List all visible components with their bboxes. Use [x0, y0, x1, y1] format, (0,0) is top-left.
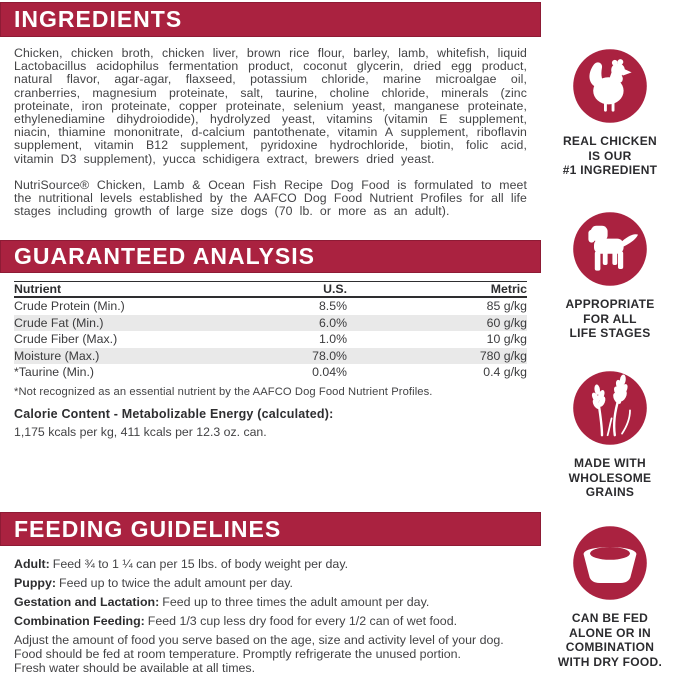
feeding-note: Fresh water should be available at all times. [14, 661, 256, 675]
feeding-entry-puppy [14, 576, 527, 590]
table-row [14, 331, 527, 348]
feeding-entry-text: Feed up to three times the adult amount per day. [162, 595, 430, 609]
cell-metric: 10 g/kg [486, 332, 527, 347]
feeding-entry-label: Combination Feeding: [14, 614, 145, 628]
feeding-entry-adult [14, 557, 527, 571]
badge-caption-line: GRAINS [585, 485, 635, 499]
guaranteed-analysis-section [0, 240, 541, 439]
cell-us: 1.0% [318, 332, 347, 347]
feeding-guidelines-title: FEEDING GUIDELINES [14, 515, 282, 542]
table-row [14, 348, 527, 365]
cell-us: 8.5% [318, 299, 347, 314]
badge-caption-line: WITH DRY FOOD. [557, 654, 663, 669]
cell-nutrient: Crude Protein (Min.) [14, 299, 125, 314]
badge-caption [569, 456, 652, 500]
badge-caption-line: ALONE OR IN [569, 625, 651, 640]
cell-metric: 60 g/kg [486, 315, 527, 330]
badge-combination-feeding [541, 523, 679, 669]
ingredients-list: Chicken, chicken broth, chicken liver, brown rice flour, barley, lamb, whitefish, liquid Lactobacillus acidophilus fermentation product, coconut glycerin, dried egg product, natural flavor, agar-agar, flaxseed, potassium chloride, marine microalgae oil, cranberries, magnesium proteinate, salt, taurine, choline chloride, minerals (zinc proteinate, iron proteinate, copper proteinate, selenium yeast, manganese proteinate, ethylenediamine dihydroiodide), hydrolyzed yeast, vitamins (vitamin E supplement, niacin, thiamine mononitrate, d-calcium pantothenate, vitamin A supplement, riboflavin supplement, vitamin B12 supplement, pyridoxine hydrochloride, biotin, folic acid, vitamin D3 supplement), yucca schidigera extract, brewers dried yeast. [14, 46, 527, 166]
badge-real-chicken [541, 46, 679, 178]
cell-nutrient: Crude Fiber (Max.) [14, 332, 118, 347]
feeding-entry-gestation [14, 595, 527, 609]
table-row [14, 298, 527, 315]
col-header-us: U.S. [323, 282, 347, 296]
guaranteed-analysis-header-bar [0, 240, 541, 273]
feeding-guidelines-header-bar [0, 512, 541, 546]
badge-caption [558, 611, 662, 669]
cell-nutrient: Moisture (Max.) [14, 348, 100, 363]
col-header-metric: Metric [490, 282, 527, 296]
calorie-content-heading: Calorie Content - Metabolizable Energy (calculated): [14, 406, 334, 421]
cell-us: 78.0% [312, 348, 347, 363]
feeding-entries [0, 557, 541, 675]
ingredients-header-bar [0, 2, 541, 37]
ingredients-section [0, 2, 541, 218]
col-header-nutrient: Nutrient [14, 282, 62, 296]
badge-caption-line: WHOLESOME [568, 470, 652, 485]
feeding-entry-label: Adult: [14, 557, 50, 571]
feeding-entry-text: Feed ¾ to 1 ¼ can per 15 lbs. of body weight per day. [52, 557, 349, 571]
badge-caption-line: IS OUR [588, 148, 632, 163]
badge-caption-line: APPROPRIATE [565, 297, 655, 311]
feeding-entry-label: Gestation and Lactation: [14, 595, 160, 609]
badge-caption [563, 134, 658, 178]
badge-wholesome-grains [541, 368, 679, 500]
feeding-notes [14, 633, 527, 675]
guaranteed-analysis-title: GUARANTEED ANALYSIS [14, 243, 315, 269]
feeding-entry-text: Feed 1/3 cup less dry food for every 1/2 can of wet food. [147, 614, 458, 628]
wheat-icon [570, 368, 650, 448]
cell-nutrient: Crude Fat (Min.) [14, 315, 104, 330]
taurine-footnote: *Not recognized as an essential nutrient by the AAFCO Dog Food Nutrient Profiles. [14, 385, 433, 398]
feeding-guidelines-section [0, 512, 541, 675]
badge-caption-line: REAL CHICKEN [562, 134, 658, 148]
calorie-content-value: 1,175 kcals per kg, 411 kcals per 12.3 oz. can. [14, 424, 267, 439]
cell-nutrient: *Taurine (Min.) [14, 365, 94, 380]
badge-caption-line: CAN BE FED [571, 611, 649, 625]
cell-metric: 85 g/kg [486, 299, 527, 314]
dog-bowl-icon [570, 523, 650, 603]
chicken-icon [570, 46, 650, 126]
guaranteed-analysis-table [14, 281, 527, 381]
badge-caption-line: #1 INGREDIENT [562, 163, 658, 177]
table-row [14, 315, 527, 332]
badge-caption-line: MADE WITH [573, 456, 646, 470]
cell-metric: 0.4 g/kg [483, 365, 527, 380]
aafco-statement: NutriSource® Chicken, Lamb & Ocean Fish Recipe Dog Food is formulated to meet the nutritional levels established by the AAFCO Dog Food Nutrient Profiles for all life stages including growth of large size dogs (70 lb. or more as an adult). [14, 177, 527, 219]
feeding-entry-label: Puppy: [14, 576, 56, 590]
badge-caption-line: LIFE STAGES [569, 326, 651, 340]
feeding-entry-text: Feed up to twice the adult amount per day. [59, 576, 293, 590]
cell-us: 0.04% [312, 365, 347, 380]
cell-us: 6.0% [318, 315, 347, 330]
feeding-entry-combination [14, 614, 527, 628]
badge-caption-line: COMBINATION [565, 640, 655, 654]
puppy-icon [570, 209, 650, 289]
badge-caption [565, 297, 654, 341]
table-row [14, 364, 527, 381]
table-header-row [14, 281, 527, 298]
feeding-note: Adjust the amount of food you serve based on the age, size and activity level of your dog. [14, 633, 504, 647]
feature-badges-sidebar [541, 0, 679, 670]
cell-metric: 780 g/kg [479, 348, 527, 363]
ingredients-title: INGREDIENTS [14, 6, 183, 32]
feeding-note: Food should be fed at room temperature. Promptly refrigerate the unused portion. [14, 647, 462, 661]
badge-all-life-stages [541, 209, 679, 341]
badge-caption-line: FOR ALL [583, 311, 637, 326]
